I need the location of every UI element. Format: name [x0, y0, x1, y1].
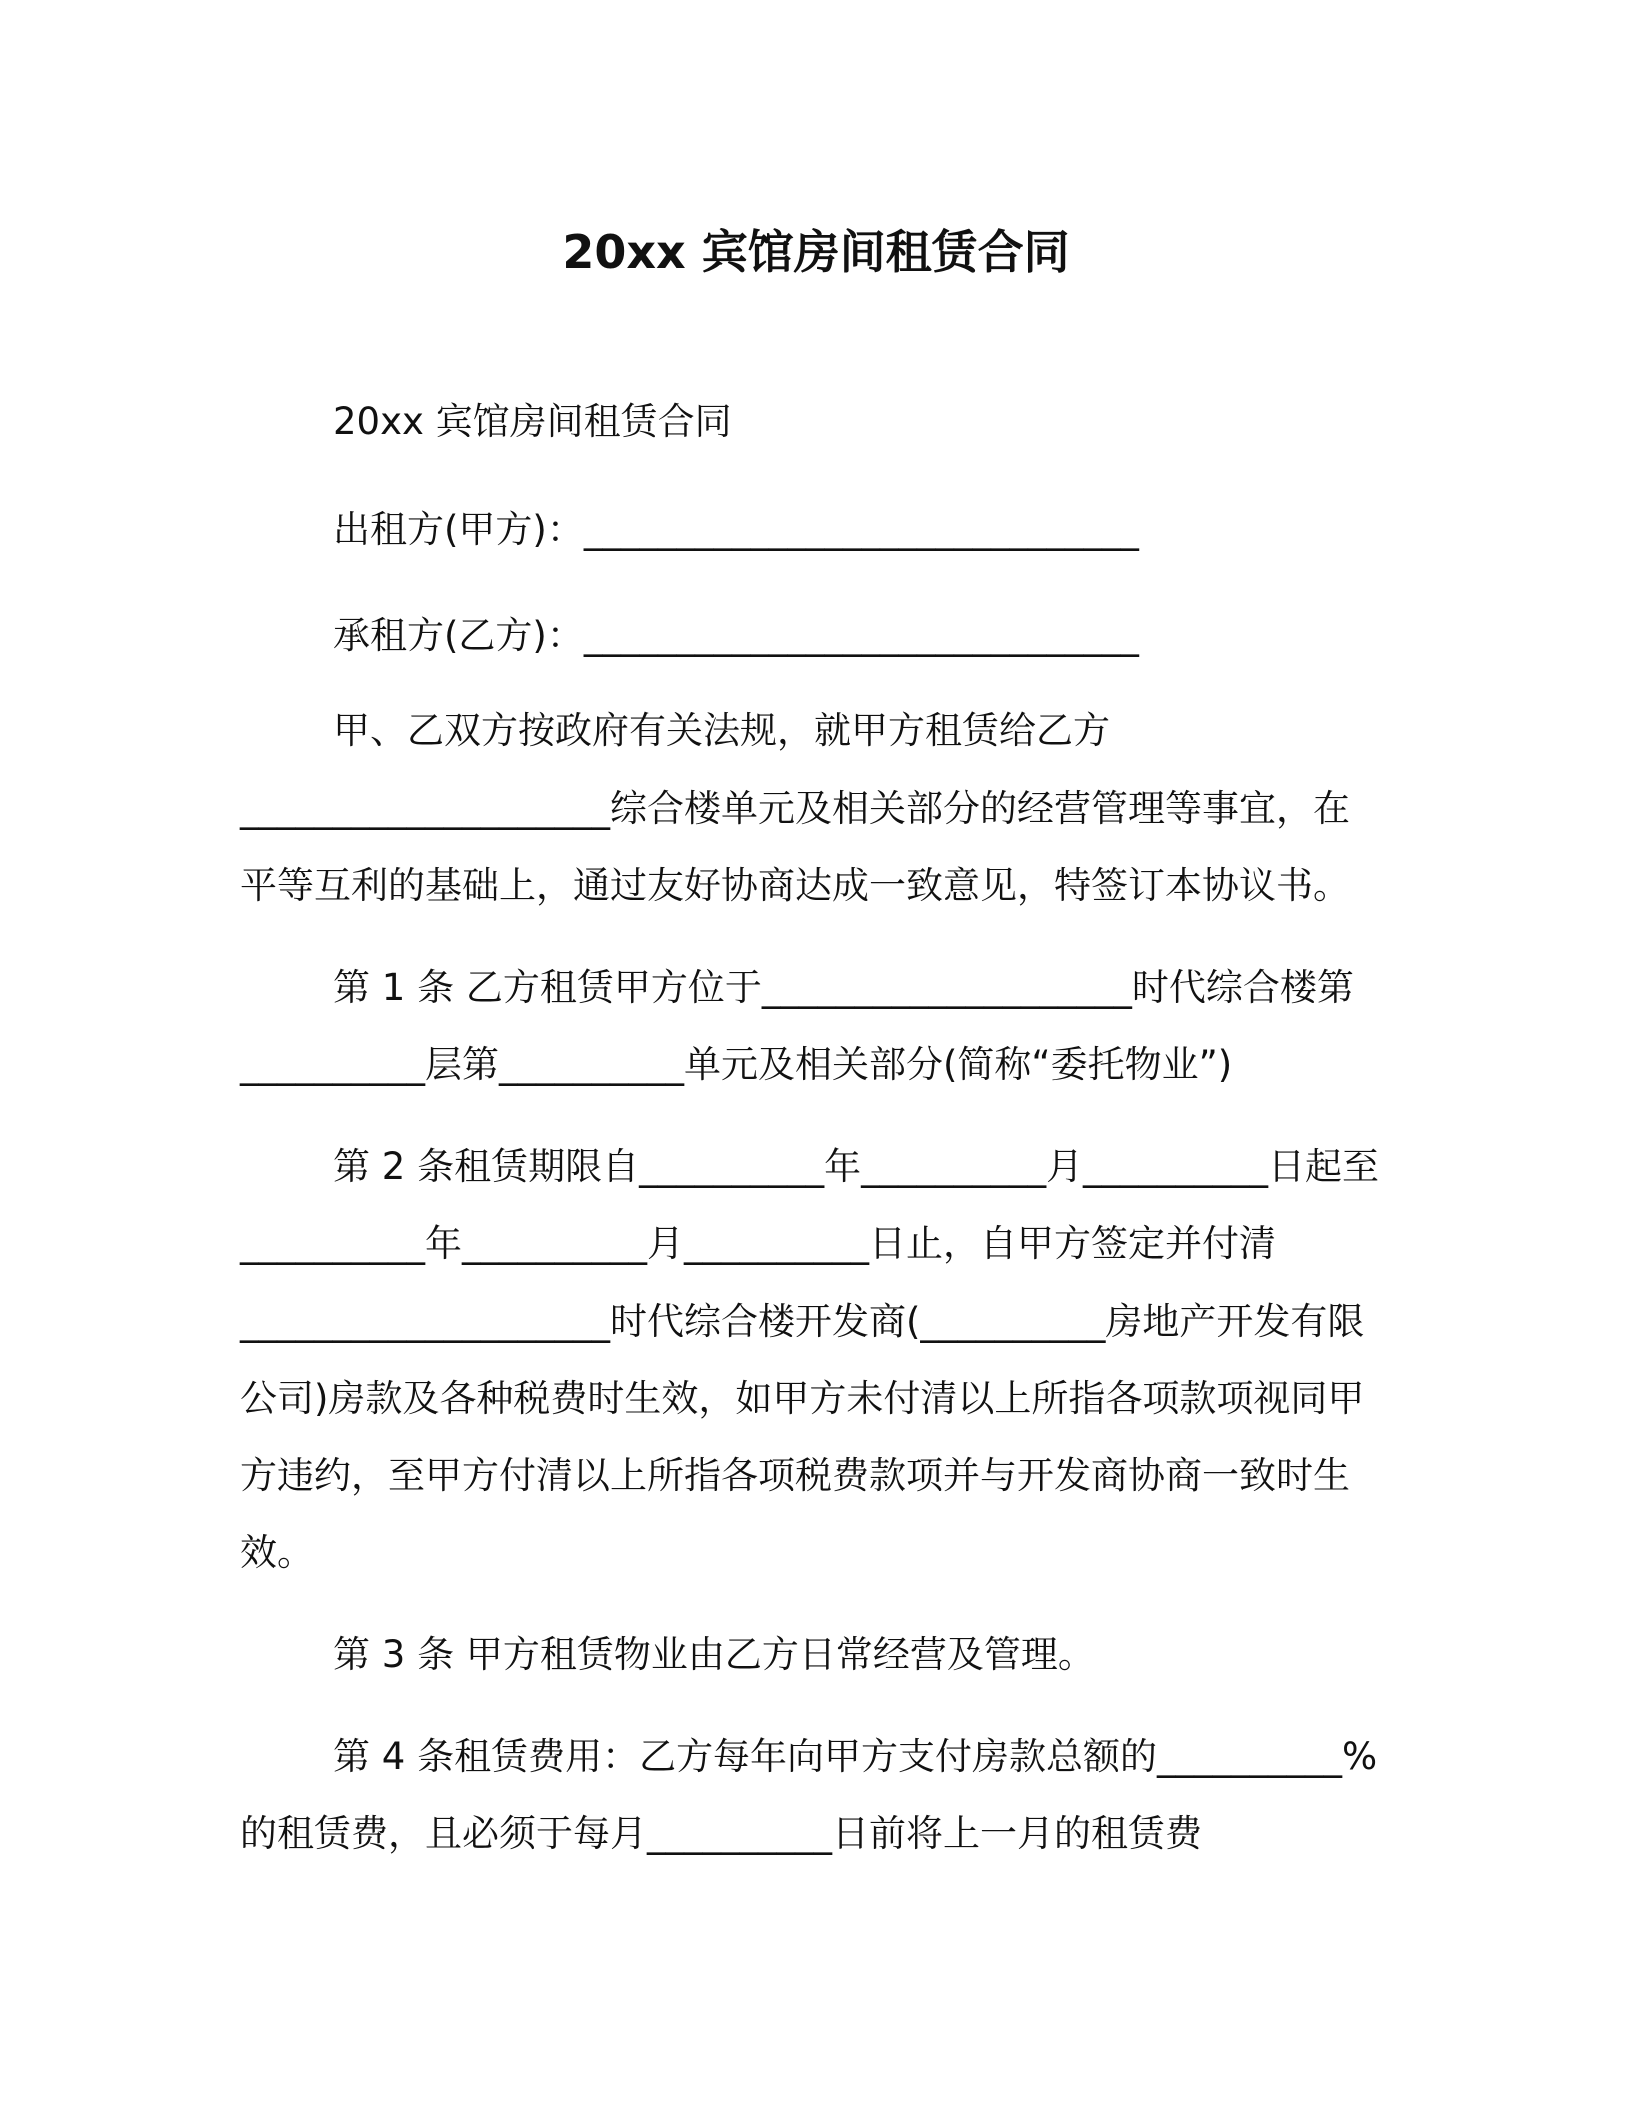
article-2-line-5: 方违约，至甲方付清以上所指各项税费款项并与开发商协商一致时生: [240, 1454, 1350, 1497]
article-2-line-3: ____________________时代综合楼开发商(__________房地产开发有限: [240, 1300, 1365, 1343]
article-2-line-6: 效。: [240, 1531, 314, 1574]
article-2-line-2: __________年__________月__________日止，自甲方签定并付清: [240, 1222, 1276, 1265]
article-2-line-1: 第 2 条租赁期限自__________年__________月__________日起至: [333, 1145, 1380, 1188]
intro-line-1: 甲、乙双方按政府有关法规，就甲方租赁给乙方: [333, 709, 1110, 752]
document-title: 20xx 宾馆房间租赁合同: [562, 225, 1070, 279]
article-4-line-1: 第 4 条租赁费用：乙方每年向甲方支付房款总额的__________%: [333, 1735, 1378, 1778]
lessor-line: 出租方(甲方)：______________________________: [333, 508, 1139, 551]
intro-line-2: ____________________综合楼单元及相关部分的经营管理等事宜，在: [240, 787, 1350, 830]
lessee-line: 承租方(乙方)：______________________________: [333, 614, 1139, 657]
article-2-line-4: 公司)房款及各种税费时生效，如甲方未付清以上所指各项款项视同甲: [240, 1377, 1365, 1420]
article-3-line-1: 第 3 条 甲方租赁物业由乙方日常经营及管理。: [333, 1633, 1095, 1676]
article-1-line-1: 第 1 条 乙方租赁甲方位于____________________时代综合楼第: [333, 966, 1354, 1009]
article-1-line-2: __________层第__________单元及相关部分(简称“委托物业”): [240, 1043, 1233, 1086]
article-4-line-2: 的租赁费，且必须于每月__________日前将上一月的租赁费: [240, 1812, 1202, 1855]
intro-line-3: 平等互利的基础上，通过友好协商达成一致意见，特签订本协议书。: [240, 864, 1350, 907]
subtitle-line: 20xx 宾馆房间租赁合同: [333, 400, 732, 443]
